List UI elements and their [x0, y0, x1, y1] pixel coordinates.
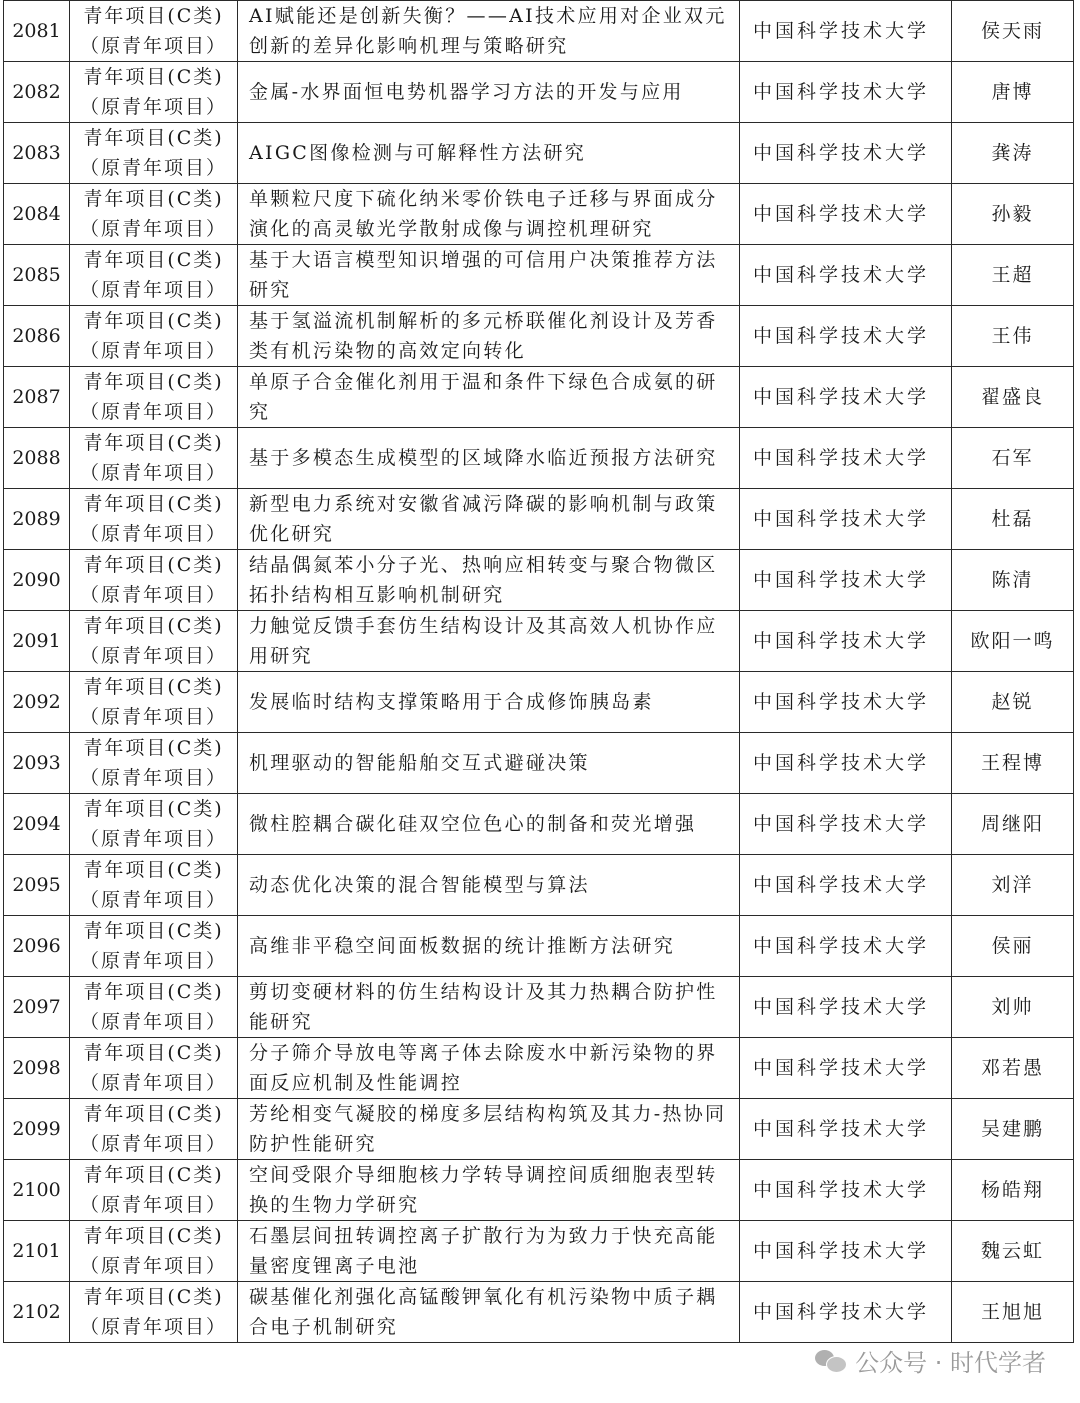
institution: 中国科学技术大学: [740, 916, 952, 977]
category-line-2: （原青年项目）: [79, 279, 227, 301]
category-line-1: 青年项目(C类): [83, 249, 224, 271]
category-line-2: （原青年项目）: [79, 1011, 227, 1033]
category-line-2: （原青年项目）: [79, 218, 227, 240]
table-row: [4, 306, 1074, 367]
institution: 中国科学技术大学: [740, 977, 952, 1038]
project-category: [70, 1038, 238, 1099]
project-title: 芳纶相变气凝胶的梯度多层结构构筑及其力-热协同防护性能研究: [238, 1099, 740, 1160]
project-title: 基于氢溢流机制解析的多元桥联催化剂设计及芳香类有机污染物的高效定向转化: [238, 306, 740, 367]
principal-investigator: 陈清: [952, 550, 1074, 611]
category-line-1: 青年项目(C类): [83, 127, 224, 149]
category-line-1: 青年项目(C类): [83, 798, 224, 820]
row-number: 2095: [4, 855, 70, 916]
project-category: [70, 367, 238, 428]
principal-investigator: 王伟: [952, 306, 1074, 367]
row-number: 2094: [4, 794, 70, 855]
category-line-2: （原青年项目）: [79, 35, 227, 57]
institution: 中国科学技术大学: [740, 733, 952, 794]
row-number: 2091: [4, 611, 70, 672]
principal-investigator: 吴建鹏: [952, 1099, 1074, 1160]
category-line-2: （原青年项目）: [79, 828, 227, 850]
institution: 中国科学技术大学: [740, 1038, 952, 1099]
principal-investigator: 杨皓翔: [952, 1160, 1074, 1221]
project-title: 基于大语言模型知识增强的可信用户决策推荐方法研究: [238, 245, 740, 306]
row-number: 2083: [4, 123, 70, 184]
principal-investigator: 杜磊: [952, 489, 1074, 550]
principal-investigator: 翟盛良: [952, 367, 1074, 428]
institution: 中国科学技术大学: [740, 1282, 952, 1343]
category-line-2: （原青年项目）: [79, 950, 227, 972]
project-category: [70, 123, 238, 184]
project-category: [70, 733, 238, 794]
institution: 中国科学技术大学: [740, 672, 952, 733]
institution: 中国科学技术大学: [740, 306, 952, 367]
table-row: [4, 550, 1074, 611]
table-row: [4, 62, 1074, 123]
project-title: 发展临时结构支撑策略用于合成修饰胰岛素: [238, 672, 740, 733]
project-category: [70, 550, 238, 611]
project-table: [3, 0, 1074, 1343]
project-title: 剪切变硬材料的仿生结构设计及其力热耦合防护性能研究: [238, 977, 740, 1038]
row-number: 2087: [4, 367, 70, 428]
category-line-1: 青年项目(C类): [83, 1225, 224, 1247]
wechat-icon: [815, 1348, 845, 1372]
table-row: [4, 672, 1074, 733]
table-row: [4, 428, 1074, 489]
category-line-2: （原青年项目）: [79, 584, 227, 606]
table-row: [4, 245, 1074, 306]
institution: 中国科学技术大学: [740, 1160, 952, 1221]
category-line-1: 青年项目(C类): [83, 554, 224, 576]
project-category: [70, 245, 238, 306]
institution: 中国科学技术大学: [740, 794, 952, 855]
principal-investigator: 周继阳: [952, 794, 1074, 855]
table-row: [4, 916, 1074, 977]
row-number: 2085: [4, 245, 70, 306]
institution: 中国科学技术大学: [740, 184, 952, 245]
row-number: 2081: [4, 1, 70, 62]
project-category: [70, 428, 238, 489]
project-category: [70, 306, 238, 367]
project-category: [70, 62, 238, 123]
principal-investigator: 侯丽: [952, 916, 1074, 977]
project-title: 单颗粒尺度下硫化纳米零价铁电子迁移与界面成分演化的高灵敏光学散射成像与调控机理研究: [238, 184, 740, 245]
table-row: [4, 733, 1074, 794]
principal-investigator: 王程博: [952, 733, 1074, 794]
institution: 中国科学技术大学: [740, 1099, 952, 1160]
category-line-1: 青年项目(C类): [83, 737, 224, 759]
project-title: 新型电力系统对安徽省减污降碳的影响机制与政策优化研究: [238, 489, 740, 550]
category-line-1: 青年项目(C类): [83, 1103, 224, 1125]
table-row: [4, 367, 1074, 428]
principal-investigator: 刘帅: [952, 977, 1074, 1038]
project-title: 微柱腔耦合碳化硅双空位色心的制备和荧光增强: [238, 794, 740, 855]
project-category: [70, 1221, 238, 1282]
principal-investigator: 石军: [952, 428, 1074, 489]
category-line-2: （原青年项目）: [79, 706, 227, 728]
watermark: [815, 1340, 1046, 1380]
category-line-2: （原青年项目）: [79, 1316, 227, 1338]
project-title: AIGC图像检测与可解释性方法研究: [238, 123, 740, 184]
category-line-2: （原青年项目）: [79, 767, 227, 789]
project-category: [70, 1282, 238, 1343]
category-line-2: （原青年项目）: [79, 1194, 227, 1216]
row-number: 2090: [4, 550, 70, 611]
category-line-2: （原青年项目）: [79, 1072, 227, 1094]
category-line-1: 青年项目(C类): [83, 432, 224, 454]
category-line-1: 青年项目(C类): [83, 66, 224, 88]
table-row: [4, 489, 1074, 550]
category-line-2: （原青年项目）: [79, 645, 227, 667]
principal-investigator: 孙毅: [952, 184, 1074, 245]
principal-investigator: 赵锐: [952, 672, 1074, 733]
principal-investigator: 王旭旭: [952, 1282, 1074, 1343]
institution: 中国科学技术大学: [740, 855, 952, 916]
institution: 中国科学技术大学: [740, 245, 952, 306]
row-number: 2102: [4, 1282, 70, 1343]
category-line-2: （原青年项目）: [79, 1133, 227, 1155]
category-line-1: 青年项目(C类): [83, 859, 224, 881]
table-row: [4, 855, 1074, 916]
principal-investigator: 王超: [952, 245, 1074, 306]
category-line-2: （原青年项目）: [79, 1255, 227, 1277]
project-category: [70, 672, 238, 733]
project-title: 高维非平稳空间面板数据的统计推断方法研究: [238, 916, 740, 977]
row-number: 2099: [4, 1099, 70, 1160]
category-line-2: （原青年项目）: [79, 523, 227, 545]
category-line-1: 青年项目(C类): [83, 1164, 224, 1186]
table-row: [4, 1221, 1074, 1282]
category-line-2: （原青年项目）: [79, 889, 227, 911]
principal-investigator: 魏云虹: [952, 1221, 1074, 1282]
table-row: [4, 1160, 1074, 1221]
row-number: 2096: [4, 916, 70, 977]
project-title: 石墨层间扭转调控离子扩散行为为致力于快充高能量密度锂离子电池: [238, 1221, 740, 1282]
category-line-1: 青年项目(C类): [83, 676, 224, 698]
category-line-1: 青年项目(C类): [83, 188, 224, 210]
principal-investigator: 欧阳一鸣: [952, 611, 1074, 672]
project-title: 结晶偶氮苯小分子光、热响应相转变与聚合物微区拓扑结构相互影响机制研究: [238, 550, 740, 611]
category-line-1: 青年项目(C类): [83, 5, 224, 27]
category-line-1: 青年项目(C类): [83, 310, 224, 332]
table-row: [4, 794, 1074, 855]
project-title: 机理驱动的智能船舶交互式避碰决策: [238, 733, 740, 794]
institution: 中国科学技术大学: [740, 489, 952, 550]
row-number: 2092: [4, 672, 70, 733]
row-number: 2088: [4, 428, 70, 489]
category-line-2: （原青年项目）: [79, 401, 227, 423]
project-category: [70, 977, 238, 1038]
watermark-text: 公众号 · 时代学者: [855, 1348, 1046, 1377]
project-category: [70, 489, 238, 550]
project-category: [70, 611, 238, 672]
institution: 中国科学技术大学: [740, 123, 952, 184]
project-title: 单原子合金催化剂用于温和条件下绿色合成氨的研究: [238, 367, 740, 428]
category-line-1: 青年项目(C类): [83, 615, 224, 637]
principal-investigator: 龚涛: [952, 123, 1074, 184]
row-number: 2082: [4, 62, 70, 123]
project-title: 动态优化决策的混合智能模型与算法: [238, 855, 740, 916]
institution: 中国科学技术大学: [740, 1, 952, 62]
category-line-2: （原青年项目）: [79, 157, 227, 179]
project-title: 空间受限介导细胞核力学转导调控间质细胞表型转换的生物力学研究: [238, 1160, 740, 1221]
institution: 中国科学技术大学: [740, 1221, 952, 1282]
category-line-1: 青年项目(C类): [83, 371, 224, 393]
project-title: 分子筛介导放电等离子体去除废水中新污染物的界面反应机制及性能调控: [238, 1038, 740, 1099]
row-number: 2098: [4, 1038, 70, 1099]
category-line-1: 青年项目(C类): [83, 1286, 224, 1308]
row-number: 2097: [4, 977, 70, 1038]
principal-investigator: 侯天雨: [952, 1, 1074, 62]
table-row: [4, 611, 1074, 672]
project-category: [70, 1099, 238, 1160]
row-number: 2089: [4, 489, 70, 550]
project-category: [70, 794, 238, 855]
project-title: 金属-水界面恒电势机器学习方法的开发与应用: [238, 62, 740, 123]
category-line-1: 青年项目(C类): [83, 493, 224, 515]
table-row: [4, 184, 1074, 245]
category-line-2: （原青年项目）: [79, 340, 227, 362]
table-row: [4, 1099, 1074, 1160]
project-category: [70, 1160, 238, 1221]
table-row: [4, 1, 1074, 62]
project-category: [70, 1, 238, 62]
principal-investigator: 邓若愚: [952, 1038, 1074, 1099]
project-title: 碳基催化剂强化高锰酸钾氧化有机污染物中质子耦合电子机制研究: [238, 1282, 740, 1343]
institution: 中国科学技术大学: [740, 367, 952, 428]
project-title: 基于多模态生成模型的区域降水临近预报方法研究: [238, 428, 740, 489]
category-line-1: 青年项目(C类): [83, 1042, 224, 1064]
row-number: 2101: [4, 1221, 70, 1282]
table-row: [4, 123, 1074, 184]
project-title: 力触觉反馈手套仿生结构设计及其高效人机协作应用研究: [238, 611, 740, 672]
project-category: [70, 916, 238, 977]
project-category: [70, 855, 238, 916]
principal-investigator: 刘洋: [952, 855, 1074, 916]
project-category: [70, 184, 238, 245]
institution: 中国科学技术大学: [740, 62, 952, 123]
principal-investigator: 唐博: [952, 62, 1074, 123]
institution: 中国科学技术大学: [740, 550, 952, 611]
row-number: 2086: [4, 306, 70, 367]
row-number: 2100: [4, 1160, 70, 1221]
row-number: 2093: [4, 733, 70, 794]
table-row: [4, 977, 1074, 1038]
category-line-2: （原青年项目）: [79, 462, 227, 484]
table-row: [4, 1282, 1074, 1343]
category-line-2: （原青年项目）: [79, 96, 227, 118]
institution: 中国科学技术大学: [740, 611, 952, 672]
category-line-1: 青年项目(C类): [83, 920, 224, 942]
category-line-1: 青年项目(C类): [83, 981, 224, 1003]
project-title: AI赋能还是创新失衡？——AI技术应用对企业双元创新的差异化影响机理与策略研究: [238, 1, 740, 62]
row-number: 2084: [4, 184, 70, 245]
table-row: [4, 1038, 1074, 1099]
institution: 中国科学技术大学: [740, 428, 952, 489]
